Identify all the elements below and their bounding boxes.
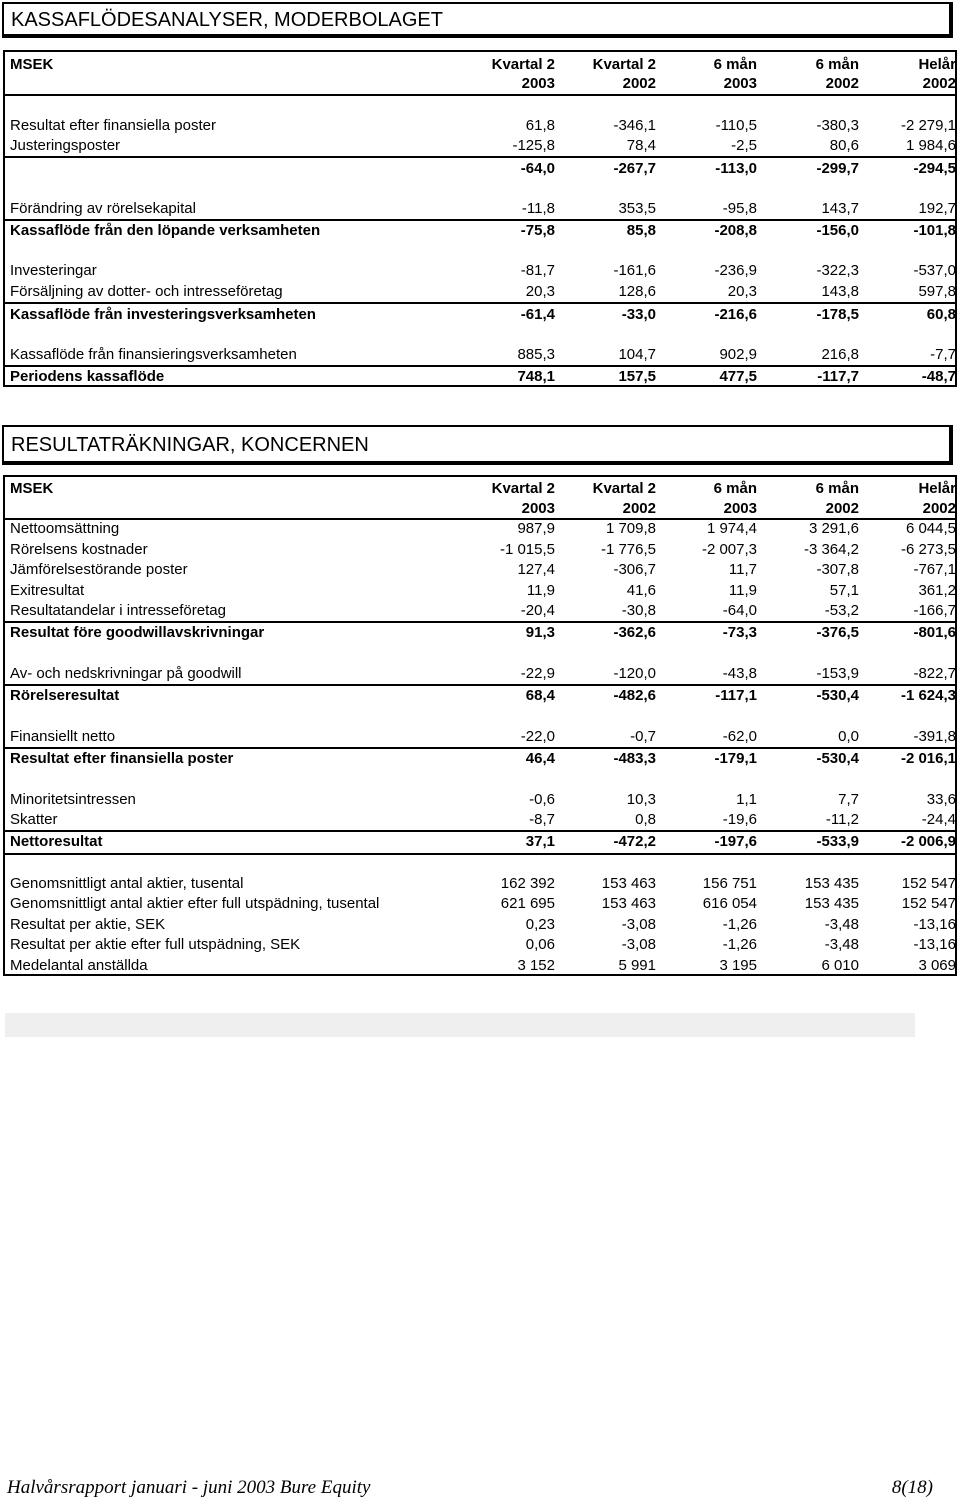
cashflow-title: KASSAFLÖDESANALYSER, MODERBOLAGET bbox=[2, 2, 953, 38]
table-row bbox=[5, 935, 955, 955]
cell: -75,8 bbox=[520, 222, 555, 239]
cell: 192,7 bbox=[918, 200, 956, 217]
cell: -216,6 bbox=[714, 306, 757, 323]
cell: 7,7 bbox=[838, 791, 859, 808]
cell: 216,8 bbox=[821, 346, 859, 363]
table-row-subtotal bbox=[5, 623, 955, 643]
cell: -1,26 bbox=[722, 936, 757, 953]
row-label: Kassaflöde från finansieringsverksamheten bbox=[10, 346, 297, 363]
cell: 1 984,6 bbox=[905, 137, 956, 154]
row-label: Medelantal anställda bbox=[10, 957, 148, 974]
cell: 127,4 bbox=[517, 561, 555, 578]
cell: -3,48 bbox=[824, 916, 859, 933]
table-row bbox=[5, 727, 955, 749]
cashflow-table bbox=[3, 50, 957, 387]
cell: -11,8 bbox=[521, 200, 555, 217]
cell: -22,9 bbox=[520, 665, 555, 682]
row-label: Resultat per aktie, SEK bbox=[10, 916, 166, 933]
cell: -110,5 bbox=[715, 117, 757, 134]
cell: 10,3 bbox=[626, 791, 656, 808]
cell: 57,1 bbox=[829, 582, 859, 599]
row-label: Justeringsposter bbox=[10, 137, 121, 154]
cell: -13,16 bbox=[913, 916, 956, 933]
cell: -11,2 bbox=[825, 811, 859, 828]
cell: -376,5 bbox=[816, 624, 859, 641]
cell: 902,9 bbox=[719, 346, 757, 363]
column-header: 6 mån bbox=[815, 56, 859, 73]
cell: 361,2 bbox=[918, 582, 956, 599]
cell: -530,4 bbox=[816, 687, 859, 704]
cell: 0,8 bbox=[635, 811, 656, 828]
cell: -64,0 bbox=[722, 602, 757, 619]
cell: 0,23 bbox=[525, 916, 555, 933]
cashflow-header-row-1 bbox=[5, 55, 955, 75]
row-label: Genomsnittligt antal aktier, tusental bbox=[10, 875, 244, 892]
row-label: Av- och nedskrivningar på goodwill bbox=[10, 665, 242, 682]
cell: -117,1 bbox=[715, 687, 757, 704]
cashflow-header-row-2 bbox=[5, 74, 955, 94]
cell: -43,8 bbox=[722, 665, 757, 682]
cell: -81,7 bbox=[520, 262, 555, 279]
income-header-row-2 bbox=[5, 499, 955, 519]
income-table bbox=[3, 475, 957, 976]
table-row bbox=[5, 345, 955, 367]
cell: 6 010 bbox=[821, 957, 859, 974]
cell: 156 751 bbox=[702, 875, 757, 892]
cell: -19,6 bbox=[722, 811, 757, 828]
cell: -208,8 bbox=[714, 222, 757, 239]
cell: 128,6 bbox=[618, 283, 656, 300]
cell: -3,08 bbox=[621, 916, 656, 933]
cell: -153,9 bbox=[816, 665, 859, 682]
grey-bar bbox=[5, 1013, 915, 1037]
row-label: Finansiellt netto bbox=[10, 728, 116, 745]
cell: 353,5 bbox=[618, 200, 656, 217]
cell: 78,4 bbox=[626, 137, 656, 154]
cell: -1 015,5 bbox=[499, 541, 555, 558]
cell: -22,0 bbox=[520, 728, 555, 745]
cell: 1 709,8 bbox=[605, 520, 656, 537]
row-label: Periodens kassaflöde bbox=[10, 368, 165, 385]
row-label: Nettoomsättning bbox=[10, 520, 120, 537]
column-header: Helår bbox=[918, 480, 956, 497]
cell: 5 991 bbox=[618, 957, 656, 974]
table-row bbox=[5, 874, 955, 894]
column-year: 2002 bbox=[825, 75, 859, 92]
cell: 68,4 bbox=[525, 687, 555, 704]
cell: 104,7 bbox=[618, 346, 656, 363]
column-year: 2003 bbox=[723, 75, 757, 92]
row-label: Minoritetsintressen bbox=[10, 791, 136, 808]
cell: 143,7 bbox=[821, 200, 859, 217]
cell: 11,9 bbox=[526, 582, 555, 599]
cell: 477,5 bbox=[719, 368, 757, 385]
cell: 61,8 bbox=[525, 117, 555, 134]
cell: 153 463 bbox=[601, 875, 656, 892]
cell: -61,4 bbox=[520, 306, 555, 323]
column-header: 6 mån bbox=[815, 480, 859, 497]
row-label: Exitresultat bbox=[10, 582, 85, 599]
cell: -125,8 bbox=[512, 137, 555, 154]
table-row bbox=[5, 810, 955, 832]
cell: -33,0 bbox=[621, 306, 656, 323]
cell: 162 392 bbox=[500, 875, 555, 892]
row-label: Jämförelsestörande poster bbox=[10, 561, 188, 578]
cell: 748,1 bbox=[517, 368, 555, 385]
cell: -8,7 bbox=[529, 811, 555, 828]
table-row-subtotal bbox=[5, 305, 955, 325]
cell: -299,7 bbox=[816, 160, 859, 177]
cell: 91,3 bbox=[525, 624, 555, 641]
row-label: Kassaflöde från den löpande verksamheten bbox=[10, 222, 321, 239]
row-label: Rörelseresultat bbox=[10, 687, 120, 704]
income-title: RESULTATRÄKNINGAR, KONCERNEN bbox=[2, 425, 953, 465]
cell: -1,26 bbox=[722, 916, 757, 933]
cell: 143,8 bbox=[821, 283, 859, 300]
cell: -95,8 bbox=[722, 200, 757, 217]
cell: -2 016,1 bbox=[900, 750, 956, 767]
cell: 0,0 bbox=[838, 728, 859, 745]
cell: 153 435 bbox=[804, 875, 859, 892]
cell: -801,6 bbox=[913, 624, 956, 641]
cell: -391,8 bbox=[913, 728, 956, 745]
cell: -120,0 bbox=[613, 665, 656, 682]
cell: -0,6 bbox=[529, 791, 555, 808]
income-header-row-1 bbox=[5, 479, 955, 499]
cell: 157,5 bbox=[618, 368, 656, 385]
column-header: 6 mån bbox=[713, 480, 757, 497]
unit-label: MSEK bbox=[10, 480, 54, 497]
cell: -307,8 bbox=[816, 561, 859, 578]
column-year: 2003 bbox=[521, 75, 555, 92]
cell: 80,6 bbox=[829, 137, 859, 154]
column-header: Kvartal 2 bbox=[491, 56, 555, 73]
row-label: Förändring av rörelsekapital bbox=[10, 200, 196, 217]
cell: 3 152 bbox=[517, 957, 555, 974]
cell: -362,6 bbox=[613, 624, 656, 641]
cell: -101,8 bbox=[913, 222, 956, 239]
cell: 11,9 bbox=[728, 582, 757, 599]
cell: 37,1 bbox=[525, 833, 555, 850]
cell: -7,7 bbox=[930, 346, 956, 363]
cell: -346,1 bbox=[613, 117, 656, 134]
row-label: Nettoresultat bbox=[10, 833, 103, 850]
column-header: Kvartal 2 bbox=[592, 480, 656, 497]
column-header: Kvartal 2 bbox=[491, 480, 555, 497]
cell: 3 291,6 bbox=[808, 520, 859, 537]
cell: -6 273,5 bbox=[900, 541, 956, 558]
column-year: 2002 bbox=[622, 75, 656, 92]
table-row bbox=[5, 136, 955, 158]
cell: 20,3 bbox=[727, 283, 757, 300]
table-row-total bbox=[5, 367, 955, 387]
column-header: Helår bbox=[918, 56, 956, 73]
cell: 153 435 bbox=[804, 895, 859, 912]
cell: -482,6 bbox=[613, 687, 656, 704]
cell: 597,8 bbox=[918, 283, 956, 300]
row-label: Resultat efter finansiella poster bbox=[10, 117, 216, 134]
cell: -117,7 bbox=[817, 368, 859, 385]
cell: 152 547 bbox=[901, 875, 956, 892]
cell: -533,9 bbox=[816, 833, 859, 850]
cell: 153 463 bbox=[601, 895, 656, 912]
column-year: 2002 bbox=[825, 500, 859, 517]
cell: -530,4 bbox=[816, 750, 859, 767]
cell: -1 624,3 bbox=[900, 687, 956, 704]
footer-report-title: Halvårsrapport januari - juni 2003 Bure Equity bbox=[7, 1477, 371, 1498]
cell: 616 054 bbox=[702, 895, 757, 912]
row-label: Resultat före goodwillavskrivningar bbox=[10, 624, 265, 641]
cell: -178,5 bbox=[816, 306, 859, 323]
unit-label: MSEK bbox=[10, 56, 54, 73]
row-label: Kassaflöde från investeringsverksamheten bbox=[10, 306, 316, 323]
table-row-subtotal bbox=[5, 686, 955, 706]
column-year: 2002 bbox=[922, 75, 956, 92]
cell: -306,7 bbox=[613, 561, 656, 578]
table-row bbox=[5, 894, 955, 914]
row-label: Rörelsens kostnader bbox=[10, 541, 148, 558]
cell: -53,2 bbox=[824, 602, 859, 619]
cell: 11,7 bbox=[728, 561, 757, 578]
cell: -2,5 bbox=[731, 137, 757, 154]
cell: -197,6 bbox=[714, 833, 757, 850]
cell: -2 279,1 bbox=[900, 117, 956, 134]
cell: 3 069 bbox=[918, 957, 956, 974]
cell: -322,3 bbox=[816, 262, 859, 279]
table-row bbox=[5, 664, 955, 686]
cell: 20,3 bbox=[525, 283, 555, 300]
cell: -267,7 bbox=[613, 160, 656, 177]
cell: -30,8 bbox=[621, 602, 656, 619]
cell: -1 776,5 bbox=[600, 541, 656, 558]
cell: 41,6 bbox=[626, 582, 656, 599]
row-label: Resultat efter finansiella poster bbox=[10, 750, 234, 767]
table-row-subtotal bbox=[5, 159, 955, 179]
cell: -2 007,3 bbox=[701, 541, 757, 558]
cell: -483,3 bbox=[613, 750, 656, 767]
footer-page-number: 8(18) bbox=[891, 1477, 933, 1498]
cell: -62,0 bbox=[722, 728, 757, 745]
cell: 33,6 bbox=[926, 791, 956, 808]
table-row-subtotal bbox=[5, 221, 955, 241]
cell: 85,8 bbox=[626, 222, 656, 239]
cell: -24,4 bbox=[921, 811, 956, 828]
cell: -166,7 bbox=[913, 602, 956, 619]
column-year: 2003 bbox=[723, 500, 757, 517]
cell: -294,5 bbox=[913, 160, 956, 177]
table-row bbox=[5, 540, 955, 560]
table-row bbox=[5, 282, 955, 304]
row-label: Investeringar bbox=[10, 262, 97, 279]
table-row bbox=[5, 116, 955, 136]
column-year: 2002 bbox=[922, 500, 956, 517]
column-year: 2002 bbox=[622, 500, 656, 517]
table-row bbox=[5, 601, 955, 623]
table-row bbox=[5, 261, 955, 281]
table-row-subtotal bbox=[5, 749, 955, 769]
cell: 6 044,5 bbox=[905, 520, 956, 537]
cell: 152 547 bbox=[901, 895, 956, 912]
cell: 1 974,4 bbox=[706, 520, 757, 537]
cell: -20,4 bbox=[520, 602, 555, 619]
row-label: Genomsnittligt antal aktier efter full utspädning, tusental bbox=[10, 895, 380, 912]
table-row bbox=[5, 956, 955, 976]
cell: -64,0 bbox=[520, 160, 555, 177]
cell: -3,08 bbox=[621, 936, 656, 953]
cell: 621 695 bbox=[500, 895, 555, 912]
cell: -179,1 bbox=[714, 750, 757, 767]
cell: -3 364,2 bbox=[803, 541, 859, 558]
cell: -0,7 bbox=[630, 728, 656, 745]
divider bbox=[5, 853, 955, 855]
cell: -537,0 bbox=[913, 262, 956, 279]
cell: -2 006,9 bbox=[900, 833, 956, 850]
column-header: 6 mån bbox=[713, 56, 757, 73]
cell: 3 195 bbox=[719, 957, 757, 974]
row-label: Resultatandelar i intresseföretag bbox=[10, 602, 226, 619]
cell: 885,3 bbox=[517, 346, 555, 363]
cell: -48,7 bbox=[921, 368, 956, 385]
cell: 987,9 bbox=[517, 520, 555, 537]
cell: 1,1 bbox=[736, 791, 757, 808]
cell: -822,7 bbox=[913, 665, 956, 682]
divider bbox=[5, 94, 955, 96]
cell: -236,9 bbox=[714, 262, 757, 279]
cell: -156,0 bbox=[816, 222, 859, 239]
cell: -3,48 bbox=[824, 936, 859, 953]
cell: -767,1 bbox=[913, 561, 956, 578]
row-label: Försäljning av dotter- och intresseföretag bbox=[10, 283, 283, 300]
cell: -161,6 bbox=[613, 262, 656, 279]
column-header: Kvartal 2 bbox=[592, 56, 656, 73]
table-row bbox=[5, 581, 955, 601]
row-label: Resultat per aktie efter full utspädning, SEK bbox=[10, 936, 301, 953]
cell: 60,8 bbox=[926, 306, 956, 323]
table-row bbox=[5, 915, 955, 935]
cell: -472,2 bbox=[613, 833, 656, 850]
cell: -73,3 bbox=[722, 624, 757, 641]
cell: 0,06 bbox=[525, 936, 555, 953]
column-year: 2003 bbox=[521, 500, 555, 517]
table-row-total bbox=[5, 832, 955, 852]
cell: -113,0 bbox=[715, 160, 757, 177]
cell: -380,3 bbox=[816, 117, 859, 134]
row-label: Skatter bbox=[10, 811, 58, 828]
cell: 46,4 bbox=[525, 750, 555, 767]
table-row bbox=[5, 790, 955, 810]
cell: -13,16 bbox=[913, 936, 956, 953]
table-row bbox=[5, 560, 955, 580]
table-row bbox=[5, 519, 955, 539]
table-row bbox=[5, 199, 955, 221]
